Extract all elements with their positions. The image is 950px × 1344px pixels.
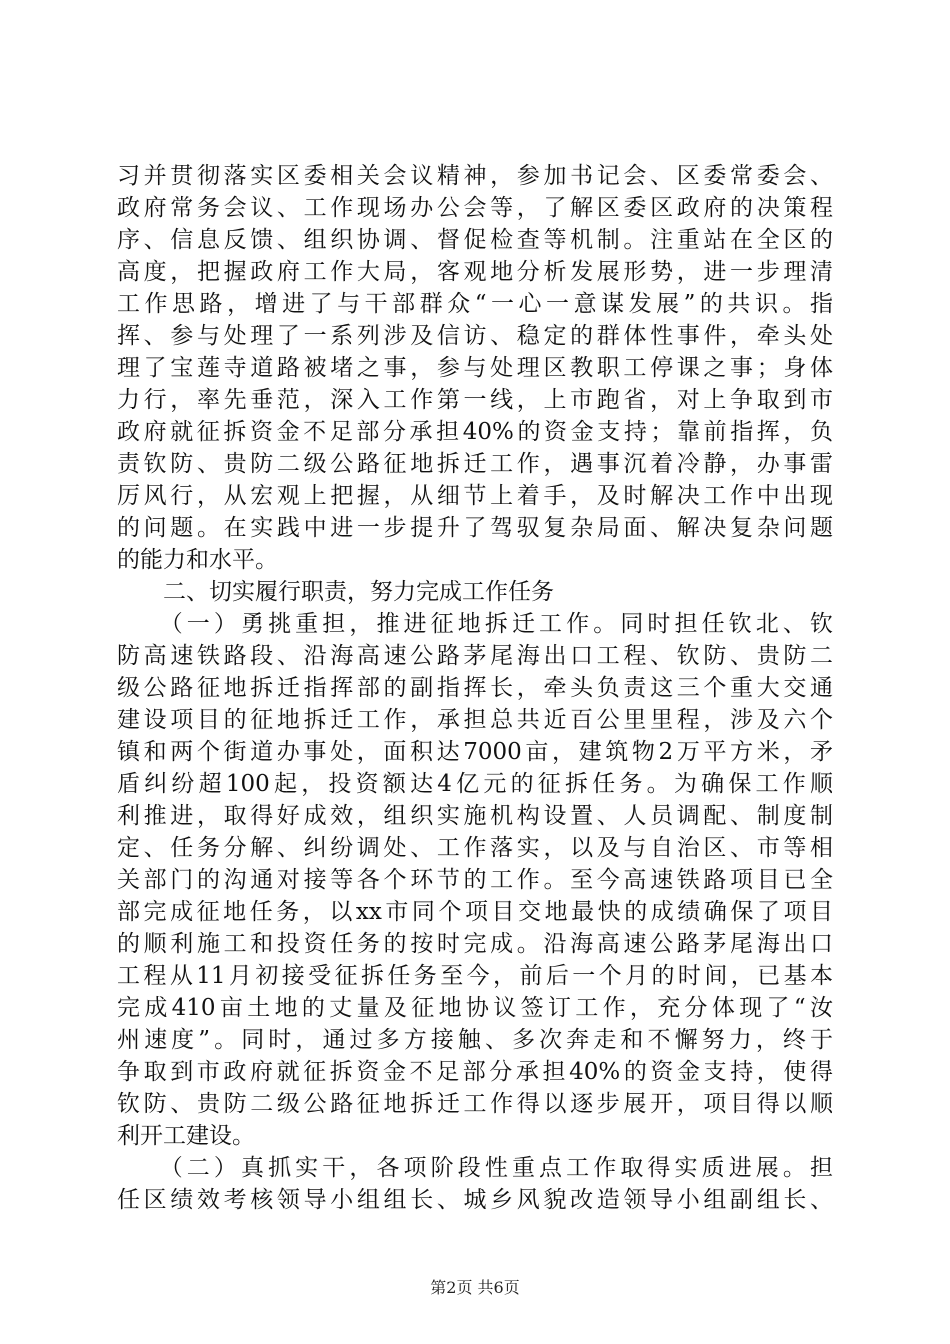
text-line: 争取到市政府就征拆资金不足部分承担40%的资金支持，使得 — [117, 1059, 833, 1085]
text-line: 建设项目的征地拆迁工作，承担总共近百公里里程，涉及六个 — [117, 707, 833, 733]
text-line: 工作思路，增进了与干部群众“一心一意谋发展”的共识。指 — [117, 291, 833, 317]
text-line: 高度，把握政府工作大局，客观地分析发展形势，进一步理清 — [117, 259, 833, 285]
text-line: 挥、参与处理了一系列涉及信访、稳定的群体性事件，牵头处 — [117, 323, 833, 349]
section-heading: 二、切实履行职责，努力完成工作任务 — [117, 579, 554, 605]
text-line: 级公路征地拆迁指挥部的副指挥长，牵头负责这三个重大交通 — [117, 675, 833, 701]
text-line: 政府常务会议、工作现场办公会等，了解区委区政府的决策程 — [117, 195, 833, 221]
text-line: 力行，率先垂范，深入工作第一线，上市跑省，对上争取到市 — [117, 387, 833, 413]
text-line: 的能力和水平。 — [117, 547, 278, 573]
text-line: 利开工建设。 — [117, 1123, 255, 1149]
text-line: 定、任务分解、纠纷调处、工作落实，以及与自治区、市等相 — [117, 835, 833, 861]
text-line: 任区绩效考核领导小组组长、城乡风貌改造领导小组副组长、 — [117, 1187, 833, 1213]
page-number-footer: 第2页 共6页 — [430, 1278, 520, 1297]
text-line: 责钦防、贵防二级公路征地拆迁工作，遇事沉着冷静，办事雷 — [117, 451, 833, 477]
document-body — [117, 160, 833, 1216]
text-line: 的问题。在实践中进一步提升了驾驭复杂局面、解决复杂问题 — [117, 515, 833, 541]
text-line: 钦防、贵防二级公路征地拆迁工作得以逐步展开，项目得以顺 — [117, 1091, 833, 1117]
text-line: （二）真抓实干，各项阶段性重点工作取得实质进展。担 — [117, 1155, 833, 1181]
text-line: 关部门的沟通对接等各个环节的工作。至今高速铁路项目已全 — [117, 867, 833, 893]
text-line: 盾纠纷超100起，投资额达4亿元的征拆任务。为确保工作顺 — [117, 771, 833, 797]
text-line: 厉风行，从宏观上把握，从细节上着手，及时解决工作中出现 — [117, 483, 833, 509]
text-line: 州速度”。同时，通过多方接触、多次奔走和不懈努力，终于 — [117, 1027, 833, 1053]
text-line: 的顺利施工和投资任务的按时完成。沿海高速公路茅尾海出口 — [117, 931, 833, 957]
text-line: 防高速铁路段、沿海高速公路茅尾海出口工程、钦防、贵防二 — [117, 643, 833, 669]
text-line: 工程从11月初接受征拆任务至今，前后一个月的时间，已基本 — [117, 963, 833, 989]
text-line: 习并贯彻落实区委相关会议精神，参加书记会、区委常委会、 — [117, 163, 833, 189]
text-line: 政府就征拆资金不足部分承担40%的资金支持；靠前指挥，负 — [117, 419, 833, 445]
text-line: 利推进，取得好成效，组织实施机构设置、人员调配、制度制 — [117, 803, 833, 829]
text-line: 部完成征地任务，以xx市同个项目交地最快的成绩确保了项目 — [117, 899, 833, 925]
text-line: 理了宝莲寺道路被堵之事，参与处理区教职工停课之事；身体 — [117, 355, 833, 381]
text-line: 镇和两个街道办事处，面积达7000亩，建筑物2万平方米，矛 — [117, 739, 833, 765]
text-line: 完成410亩土地的丈量及征地协议签订工作，充分体现了“汝 — [117, 995, 833, 1021]
text-line: 序、信息反馈、组织协调、督促检查等机制。注重站在全区的 — [117, 227, 833, 253]
text-line: （一）勇挑重担，推进征地拆迁工作。同时担任钦北、钦 — [117, 611, 833, 637]
